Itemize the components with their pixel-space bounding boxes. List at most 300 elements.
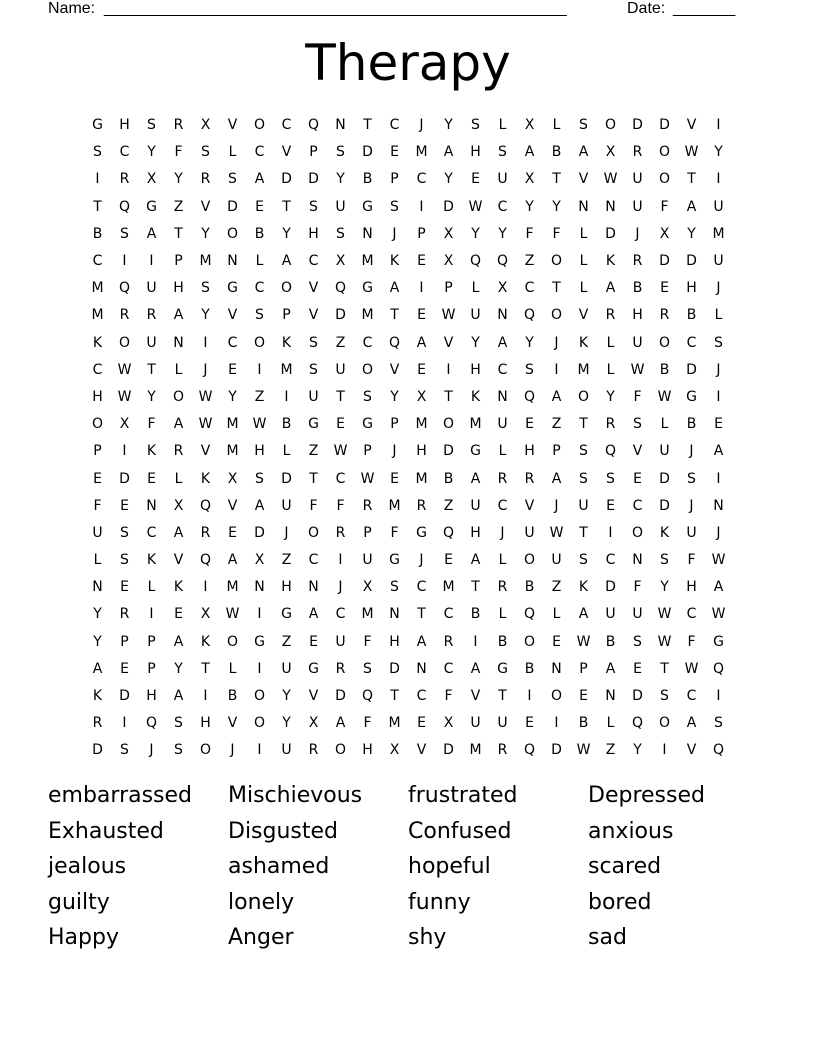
grid-letter[interactable]: Q — [199, 497, 212, 514]
grid-letter[interactable]: P — [309, 144, 318, 161]
grid-letter[interactable]: H — [470, 524, 481, 541]
grid-letter[interactable]: W — [252, 416, 267, 433]
grid-letter[interactable]: M — [226, 443, 239, 460]
grid-letter[interactable]: B — [524, 660, 535, 677]
grid-letter[interactable]: C — [443, 606, 454, 623]
grid-letter[interactable]: D — [281, 171, 292, 188]
grid-letter[interactable]: D — [605, 225, 616, 242]
grid-letter[interactable]: Q — [388, 334, 401, 351]
grid-letter[interactable]: A — [605, 660, 616, 677]
grid-letter[interactable]: S — [579, 470, 588, 487]
grid-letter[interactable]: O — [658, 171, 671, 188]
grid-letter[interactable]: F — [660, 198, 669, 215]
grid-letter[interactable]: O — [442, 416, 455, 433]
grid-letter[interactable]: M — [226, 579, 239, 596]
grid-letter[interactable]: N — [389, 606, 400, 623]
grid-letter[interactable]: Y — [660, 579, 669, 596]
grid-letter[interactable]: N — [92, 579, 103, 596]
grid-letter[interactable]: C — [686, 688, 697, 705]
grid-letter[interactable]: R — [200, 524, 211, 541]
grid-letter[interactable]: T — [552, 171, 561, 188]
grid-letter[interactable]: F — [93, 497, 102, 514]
grid-letter[interactable]: O — [253, 715, 266, 732]
grid-letter[interactable]: K — [578, 579, 589, 596]
grid-letter[interactable]: V — [416, 742, 427, 759]
grid-letter[interactable]: J — [149, 742, 154, 759]
grid-letter[interactable]: P — [363, 524, 372, 541]
grid-letter[interactable]: J — [689, 497, 694, 514]
grid-letter[interactable]: S — [309, 361, 318, 378]
grid-letter[interactable]: N — [497, 307, 508, 324]
grid-letter[interactable]: J — [635, 225, 640, 242]
grid-letter[interactable]: X — [227, 470, 238, 487]
grid-letter[interactable]: U — [497, 715, 508, 732]
grid-letter[interactable]: P — [390, 171, 399, 188]
grid-letter[interactable]: K — [92, 688, 103, 705]
grid-letter[interactable]: Q — [496, 253, 509, 270]
grid-letter[interactable]: C — [281, 117, 292, 134]
grid-letter[interactable]: O — [658, 144, 671, 161]
grid-letter[interactable]: L — [498, 606, 507, 623]
grid-letter[interactable]: V — [686, 742, 697, 759]
grid-letter[interactable]: V — [389, 361, 400, 378]
grid-letter[interactable]: L — [282, 443, 291, 460]
grid-letter[interactable]: V — [227, 117, 238, 134]
grid-letter[interactable]: Y — [147, 388, 156, 405]
grid-letter[interactable]: R — [605, 416, 616, 433]
grid-letter[interactable]: C — [443, 660, 454, 677]
grid-letter[interactable]: T — [363, 117, 372, 134]
grid-letter[interactable]: S — [120, 742, 129, 759]
grid-letter[interactable]: O — [307, 524, 320, 541]
grid-letter[interactable]: O — [550, 307, 563, 324]
grid-letter[interactable]: Q — [361, 688, 374, 705]
grid-letter[interactable]: W — [711, 552, 726, 569]
grid-letter[interactable]: V — [308, 280, 319, 297]
grid-letter[interactable]: E — [255, 198, 264, 215]
grid-letter[interactable]: L — [606, 361, 615, 378]
grid-letter[interactable]: W — [225, 606, 240, 623]
grid-letter[interactable]: X — [443, 253, 454, 270]
grid-letter[interactable]: O — [631, 524, 644, 541]
grid-letter[interactable]: N — [605, 198, 616, 215]
grid-letter[interactable]: L — [606, 334, 615, 351]
grid-letter[interactable]: N — [713, 497, 724, 514]
grid-letter[interactable]: A — [254, 171, 265, 188]
grid-letter[interactable]: M — [415, 470, 428, 487]
grid-letter[interactable]: E — [93, 470, 102, 487]
grid-letter[interactable]: V — [227, 307, 238, 324]
grid-letter[interactable]: S — [579, 443, 588, 460]
grid-letter[interactable]: D — [119, 470, 130, 487]
grid-letter[interactable]: X — [254, 552, 265, 569]
grid-letter[interactable]: D — [551, 742, 562, 759]
grid-letter[interactable]: A — [686, 198, 697, 215]
grid-letter[interactable]: C — [497, 198, 508, 215]
grid-letter[interactable]: E — [417, 253, 426, 270]
grid-letter[interactable]: W — [576, 633, 591, 650]
grid-letter[interactable]: S — [633, 416, 642, 433]
grid-letter[interactable]: X — [200, 606, 211, 623]
grid-letter[interactable]: U — [659, 443, 670, 460]
grid-letter[interactable]: E — [417, 361, 426, 378]
grid-letter[interactable]: H — [470, 361, 481, 378]
grid-letter[interactable]: W — [333, 443, 348, 460]
grid-letter[interactable]: Y — [201, 225, 210, 242]
grid-letter[interactable]: K — [146, 443, 157, 460]
grid-letter[interactable]: L — [147, 579, 156, 596]
grid-letter[interactable]: R — [605, 307, 616, 324]
grid-letter[interactable]: Y — [633, 742, 642, 759]
grid-letter[interactable]: W — [468, 198, 483, 215]
grid-letter[interactable]: Q — [712, 660, 725, 677]
grid-letter[interactable]: G — [92, 117, 103, 134]
grid-letter[interactable]: W — [198, 388, 213, 405]
grid-letter[interactable]: I — [716, 688, 721, 705]
grid-letter[interactable]: B — [605, 633, 616, 650]
grid-letter[interactable]: R — [497, 742, 508, 759]
grid-letter[interactable]: T — [498, 688, 507, 705]
grid-letter[interactable]: N — [173, 334, 184, 351]
grid-letter[interactable]: H — [389, 633, 400, 650]
grid-letter[interactable]: S — [687, 470, 696, 487]
grid-letter[interactable]: E — [606, 497, 615, 514]
grid-letter[interactable]: Y — [471, 225, 480, 242]
grid-letter[interactable]: Q — [523, 388, 536, 405]
grid-letter[interactable]: Q — [631, 715, 644, 732]
grid-letter[interactable]: M — [91, 307, 104, 324]
grid-letter[interactable]: D — [659, 253, 670, 270]
grid-letter[interactable]: N — [632, 552, 643, 569]
grid-letter[interactable]: R — [119, 171, 130, 188]
grid-letter[interactable]: V — [227, 497, 238, 514]
grid-letter[interactable]: B — [92, 225, 103, 242]
grid-letter[interactable]: M — [361, 307, 374, 324]
grid-letter[interactable]: Y — [282, 715, 291, 732]
grid-letter[interactable]: I — [608, 524, 613, 541]
grid-letter[interactable]: H — [254, 443, 265, 460]
grid-letter[interactable]: I — [203, 579, 208, 596]
grid-letter[interactable]: Q — [118, 280, 131, 297]
grid-letter[interactable]: I — [338, 552, 343, 569]
grid-letter[interactable]: A — [605, 280, 616, 297]
grid-letter[interactable]: L — [606, 715, 615, 732]
grid-letter[interactable]: D — [92, 742, 103, 759]
grid-letter[interactable]: U — [497, 171, 508, 188]
grid-letter[interactable]: I — [554, 361, 559, 378]
grid-letter[interactable]: Y — [444, 171, 453, 188]
grid-letter[interactable]: S — [93, 144, 102, 161]
grid-letter[interactable]: O — [658, 334, 671, 351]
grid-letter[interactable]: U — [497, 416, 508, 433]
grid-letter[interactable]: Y — [606, 388, 615, 405]
grid-letter[interactable]: J — [203, 361, 208, 378]
grid-letter[interactable]: U — [281, 497, 292, 514]
grid-letter[interactable]: V — [200, 198, 211, 215]
grid-letter[interactable]: L — [552, 117, 561, 134]
grid-letter[interactable]: F — [633, 579, 642, 596]
grid-letter[interactable]: X — [119, 416, 130, 433]
grid-letter[interactable]: K — [389, 253, 400, 270]
grid-letter[interactable]: S — [606, 470, 615, 487]
date-field-line[interactable]: _______ — [673, 0, 736, 17]
grid-letter[interactable]: C — [254, 144, 265, 161]
grid-letter[interactable]: H — [146, 688, 157, 705]
grid-letter[interactable]: P — [282, 307, 291, 324]
grid-letter[interactable]: U — [335, 198, 346, 215]
grid-letter[interactable]: V — [578, 171, 589, 188]
grid-letter[interactable]: V — [281, 144, 292, 161]
grid-letter[interactable]: T — [579, 416, 588, 433]
grid-letter[interactable]: D — [443, 443, 454, 460]
grid-letter[interactable]: E — [633, 660, 642, 677]
grid-letter[interactable]: C — [497, 497, 508, 514]
grid-letter[interactable]: O — [658, 715, 671, 732]
grid-letter[interactable]: J — [554, 334, 559, 351]
grid-letter[interactable]: N — [416, 660, 427, 677]
grid-letter[interactable]: O — [604, 117, 617, 134]
grid-letter[interactable]: Q — [523, 307, 536, 324]
grid-letter[interactable]: C — [524, 280, 535, 297]
grid-letter[interactable]: J — [716, 524, 721, 541]
grid-letter[interactable]: X — [308, 715, 319, 732]
grid-letter[interactable]: C — [686, 334, 697, 351]
grid-letter[interactable]: L — [228, 144, 237, 161]
grid-letter[interactable]: U — [551, 552, 562, 569]
grid-letter[interactable]: S — [201, 280, 210, 297]
grid-letter[interactable]: Q — [307, 117, 320, 134]
grid-letter[interactable]: L — [498, 443, 507, 460]
grid-letter[interactable]: S — [390, 198, 399, 215]
grid-letter[interactable]: M — [712, 225, 725, 242]
name-field-line[interactable]: ____________________________________________________ — [104, 0, 567, 17]
grid-letter[interactable]: F — [552, 225, 561, 242]
grid-letter[interactable]: K — [92, 334, 103, 351]
grid-letter[interactable]: R — [173, 443, 184, 460]
grid-letter[interactable]: C — [227, 334, 238, 351]
grid-letter[interactable]: P — [417, 225, 426, 242]
grid-letter[interactable]: Z — [524, 253, 535, 270]
grid-letter[interactable]: Z — [281, 633, 292, 650]
grid-letter[interactable]: L — [714, 307, 723, 324]
grid-letter[interactable]: X — [524, 171, 535, 188]
grid-letter[interactable]: N — [497, 388, 508, 405]
grid-letter[interactable]: P — [174, 253, 183, 270]
grid-letter[interactable]: F — [174, 144, 183, 161]
grid-letter[interactable]: Q — [145, 715, 158, 732]
grid-letter[interactable]: V — [524, 497, 535, 514]
grid-letter[interactable]: I — [95, 171, 100, 188]
grid-letter[interactable]: F — [147, 416, 156, 433]
grid-letter[interactable]: P — [390, 416, 399, 433]
grid-letter[interactable]: E — [660, 280, 669, 297]
grid-letter[interactable]: S — [471, 117, 480, 134]
grid-letter[interactable]: X — [524, 117, 535, 134]
grid-letter[interactable]: Q — [469, 253, 482, 270]
grid-letter[interactable]: Y — [282, 225, 291, 242]
grid-letter[interactable]: S — [147, 117, 156, 134]
grid-letter[interactable]: S — [579, 117, 588, 134]
grid-letter[interactable]: C — [632, 497, 643, 514]
grid-letter[interactable]: A — [578, 144, 589, 161]
grid-letter[interactable]: Z — [551, 579, 562, 596]
grid-letter[interactable]: F — [525, 225, 534, 242]
grid-letter[interactable]: U — [281, 742, 292, 759]
grid-letter[interactable]: E — [579, 688, 588, 705]
grid-letter[interactable]: T — [471, 579, 480, 596]
grid-letter[interactable]: M — [577, 361, 590, 378]
grid-letter[interactable]: E — [309, 633, 318, 650]
grid-letter[interactable]: I — [122, 715, 127, 732]
grid-letter[interactable]: O — [334, 742, 347, 759]
grid-letter[interactable]: E — [390, 470, 399, 487]
grid-letter[interactable]: W — [657, 388, 672, 405]
grid-letter[interactable]: I — [716, 171, 721, 188]
grid-letter[interactable]: A — [281, 253, 292, 270]
grid-letter[interactable]: G — [713, 633, 724, 650]
grid-letter[interactable]: X — [335, 253, 346, 270]
grid-letter[interactable]: B — [281, 416, 292, 433]
grid-letter[interactable]: K — [200, 633, 211, 650]
grid-letter[interactable]: Y — [687, 225, 696, 242]
grid-letter[interactable]: X — [389, 742, 400, 759]
grid-letter[interactable]: U — [470, 497, 481, 514]
grid-letter[interactable]: O — [118, 334, 131, 351]
grid-letter[interactable]: O — [550, 253, 563, 270]
grid-letter[interactable]: P — [120, 633, 129, 650]
grid-letter[interactable]: V — [632, 443, 643, 460]
grid-letter[interactable]: I — [203, 688, 208, 705]
grid-letter[interactable]: G — [362, 280, 373, 297]
grid-letter[interactable]: F — [336, 497, 345, 514]
grid-letter[interactable]: X — [605, 144, 616, 161]
grid-letter[interactable]: X — [443, 715, 454, 732]
grid-letter[interactable]: A — [173, 524, 184, 541]
grid-letter[interactable]: Z — [173, 198, 184, 215]
grid-letter[interactable]: U — [686, 524, 697, 541]
grid-letter[interactable]: Q — [523, 606, 536, 623]
grid-letter[interactable]: I — [257, 606, 262, 623]
grid-letter[interactable]: U — [146, 280, 157, 297]
grid-letter[interactable]: G — [362, 198, 373, 215]
grid-letter[interactable]: W — [441, 307, 456, 324]
grid-letter[interactable]: V — [686, 117, 697, 134]
grid-letter[interactable]: I — [419, 280, 424, 297]
grid-letter[interactable]: U — [335, 633, 346, 650]
grid-letter[interactable]: R — [632, 144, 643, 161]
grid-letter[interactable]: S — [120, 552, 129, 569]
grid-letter[interactable]: E — [174, 606, 183, 623]
grid-letter[interactable]: Y — [174, 171, 183, 188]
grid-letter[interactable]: O — [523, 633, 536, 650]
grid-letter[interactable]: O — [226, 225, 239, 242]
grid-letter[interactable]: O — [577, 388, 590, 405]
grid-letter[interactable]: D — [659, 117, 670, 134]
grid-letter[interactable]: E — [120, 660, 129, 677]
grid-letter[interactable]: H — [173, 280, 184, 297]
grid-letter[interactable]: A — [470, 552, 481, 569]
grid-letter[interactable]: S — [309, 198, 318, 215]
grid-letter[interactable]: E — [525, 715, 534, 732]
grid-letter[interactable]: S — [309, 334, 318, 351]
grid-letter[interactable]: Q — [523, 742, 536, 759]
grid-letter[interactable]: O — [226, 633, 239, 650]
grid-letter[interactable]: B — [470, 606, 481, 623]
grid-letter[interactable]: U — [362, 552, 373, 569]
grid-letter[interactable]: A — [713, 579, 724, 596]
grid-letter[interactable]: W — [198, 416, 213, 433]
grid-letter[interactable]: Y — [525, 198, 534, 215]
grid-letter[interactable]: B — [686, 416, 697, 433]
grid-letter[interactable]: O — [91, 416, 104, 433]
grid-letter[interactable]: B — [686, 307, 697, 324]
grid-letter[interactable]: Y — [201, 307, 210, 324]
grid-letter[interactable]: X — [146, 171, 157, 188]
grid-letter[interactable]: H — [686, 579, 697, 596]
grid-letter[interactable]: L — [174, 361, 183, 378]
grid-letter[interactable]: S — [660, 688, 669, 705]
grid-letter[interactable]: G — [227, 280, 238, 297]
grid-letter[interactable]: A — [686, 715, 697, 732]
grid-letter[interactable]: U — [632, 171, 643, 188]
grid-letter[interactable]: Q — [334, 280, 347, 297]
grid-letter[interactable]: S — [714, 334, 723, 351]
grid-letter[interactable]: Q — [118, 198, 131, 215]
grid-letter[interactable]: V — [173, 552, 184, 569]
grid-letter[interactable]: R — [92, 715, 103, 732]
grid-letter[interactable]: T — [336, 388, 345, 405]
grid-letter[interactable]: Q — [712, 742, 725, 759]
grid-letter[interactable]: S — [714, 715, 723, 732]
grid-letter[interactable]: C — [119, 144, 130, 161]
grid-letter[interactable]: E — [147, 470, 156, 487]
grid-letter[interactable]: I — [446, 361, 451, 378]
grid-letter[interactable]: Y — [93, 633, 102, 650]
grid-letter[interactable]: K — [578, 334, 589, 351]
grid-letter[interactable]: W — [630, 361, 645, 378]
grid-letter[interactable]: T — [147, 361, 156, 378]
grid-letter[interactable]: Y — [444, 117, 453, 134]
grid-letter[interactable]: R — [659, 307, 670, 324]
grid-letter[interactable]: I — [149, 253, 154, 270]
grid-letter[interactable]: O — [253, 117, 266, 134]
grid-letter[interactable]: R — [308, 742, 319, 759]
grid-letter[interactable]: A — [713, 443, 724, 460]
grid-letter[interactable]: A — [497, 334, 508, 351]
grid-letter[interactable]: O — [199, 742, 212, 759]
grid-letter[interactable]: D — [335, 307, 346, 324]
grid-letter[interactable]: T — [552, 280, 561, 297]
grid-letter[interactable]: X — [173, 497, 184, 514]
grid-letter[interactable]: A — [578, 606, 589, 623]
grid-letter[interactable]: L — [579, 280, 588, 297]
grid-letter[interactable]: K — [173, 579, 184, 596]
grid-letter[interactable]: B — [254, 225, 265, 242]
grid-letter[interactable]: W — [117, 388, 132, 405]
grid-letter[interactable]: D — [632, 117, 643, 134]
grid-letter[interactable]: L — [174, 470, 183, 487]
grid-letter[interactable]: E — [120, 579, 129, 596]
grid-letter[interactable]: J — [392, 225, 397, 242]
grid-letter[interactable]: M — [469, 416, 482, 433]
grid-letter[interactable]: J — [689, 443, 694, 460]
grid-letter[interactable]: D — [443, 198, 454, 215]
grid-letter[interactable]: G — [416, 524, 427, 541]
grid-letter[interactable]: D — [686, 253, 697, 270]
grid-letter[interactable]: E — [525, 416, 534, 433]
grid-letter[interactable]: D — [443, 742, 454, 759]
grid-letter[interactable]: A — [416, 633, 427, 650]
